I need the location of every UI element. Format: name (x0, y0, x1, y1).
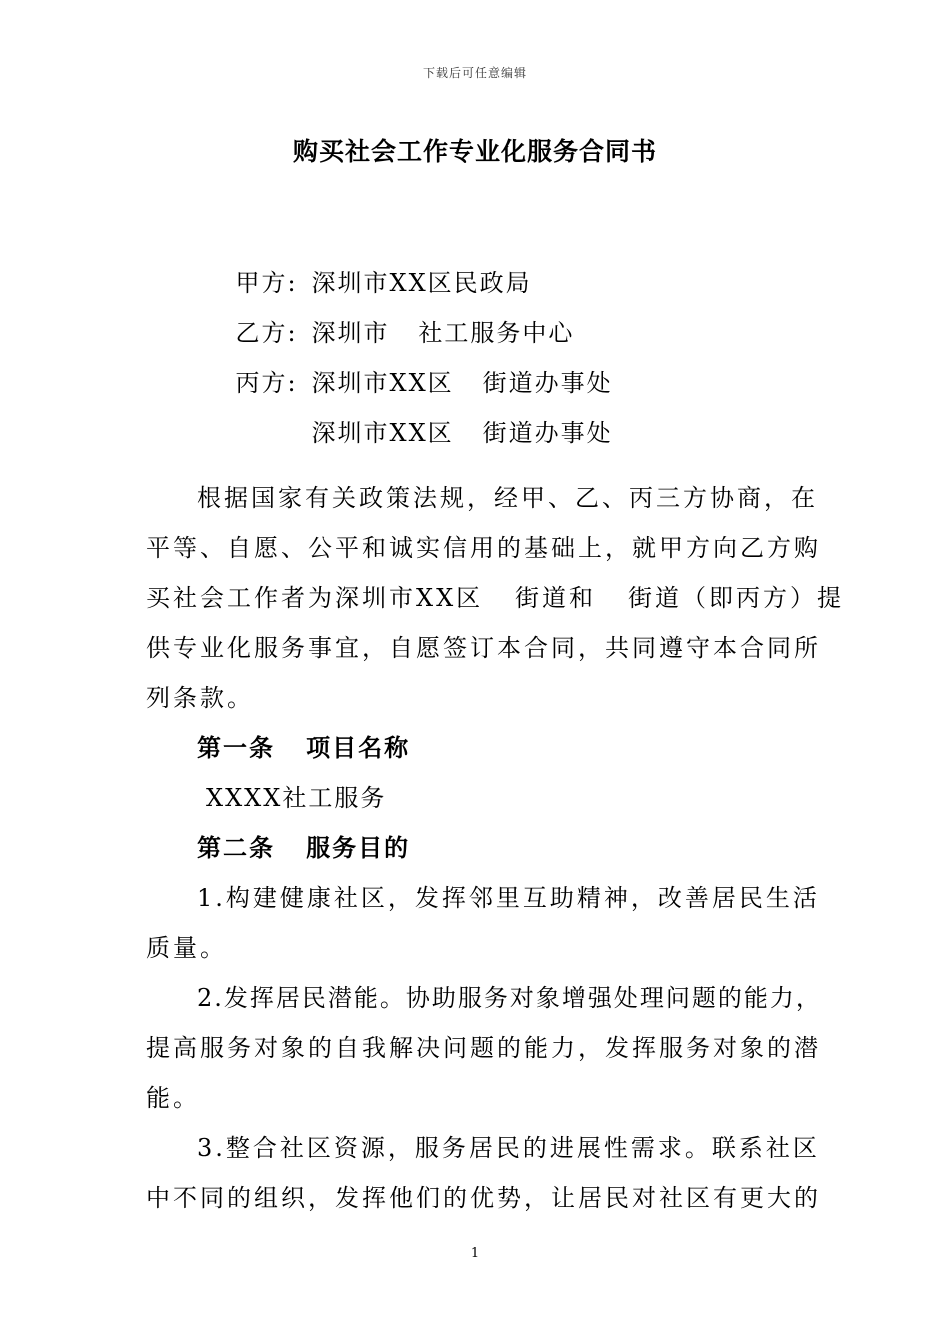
purpose-item-2-line: 提高服务对象的自我解决问题的能力，发挥服务对象的潜 (146, 1034, 821, 1062)
party-c-label: 丙方: (235, 369, 298, 397)
preamble-line: 根据国家有关政策法规，经甲、乙、丙三方协商，在 (197, 484, 818, 512)
party-b-label: 乙方: (235, 319, 298, 347)
purpose-item-1-line: 1.构建健康社区，发挥邻里互助精神，改善居民生活 (197, 884, 820, 912)
purpose-item-2-line: 能。 (146, 1084, 200, 1112)
purpose-item-2-line: 2.发挥居民潜能。协助服务对象增强处理问题的能力， (197, 984, 822, 1012)
party-c-value: 深圳市XX区 街道办事处 (311, 369, 613, 397)
page-number: 1 (470, 1246, 480, 1261)
preamble-line: 供专业化服务事宜，自愿签订本合同，共同遵守本合同所 (146, 634, 821, 662)
party-c2-value: 深圳市XX区 街道办事处 (311, 419, 613, 447)
document-title: 购买社会工作专业化服务合同书 (292, 137, 657, 166)
article-1-heading: 第一条 项目名称 (197, 733, 411, 762)
preamble-line: 列条款。 (146, 684, 254, 712)
article-1-content: XXXX社工服务 (206, 784, 387, 812)
party-a-label: 甲方: (235, 269, 298, 297)
preamble-line: 买社会工作者为深圳市XX区 街道和 街道（即丙方）提 (146, 584, 844, 612)
purpose-item-1-line: 质量。 (146, 934, 227, 962)
party-a-value: 深圳市XX区民政局 (311, 269, 532, 297)
header-note: 下载后可任意编辑 (422, 66, 527, 80)
article-2-heading: 第二条 服务目的 (197, 833, 411, 862)
purpose-item-3-line: 中不同的组织，发挥他们的优势，让居民对社区有更大的 (146, 1184, 821, 1212)
party-c-second-line (197, 382, 613, 484)
party-b-value: 深圳市 社工服务中心 (311, 319, 575, 347)
purpose-item-3-line: 3.整合社区资源，服务居民的进展性需求。联系社区 (197, 1134, 820, 1162)
preamble-line: 平等、自愿、公平和诚实信用的基础上，就甲方向乙方购 (146, 534, 821, 562)
